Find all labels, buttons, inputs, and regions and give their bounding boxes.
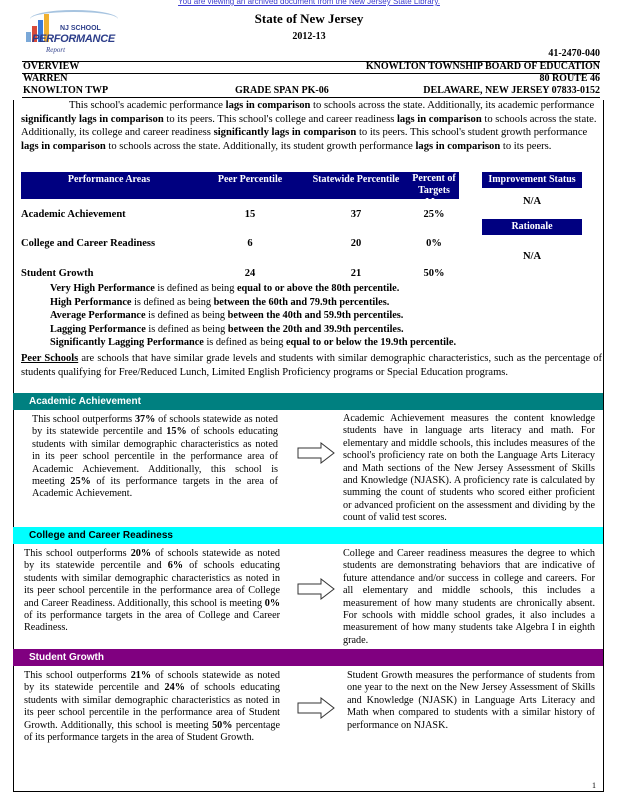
archive-banner[interactable]: You are viewing an archived document from the New Jersey State Library. — [178, 0, 440, 6]
col-peer-percentile: Peer Percentile — [217, 174, 283, 185]
state-title: State of New Jersey — [254, 11, 364, 26]
page-border-bottom — [13, 791, 604, 792]
growth-description: Student Growth measures the performance of students from one year to the next on the New Jersey Assessment of Skills and Knowledge (NJASK) in Language Arts Literacy and Math when compared to students with a similar history of performance on NJASK. — [347, 670, 595, 731]
logo-line-2: PERFORMANCE — [32, 33, 115, 45]
definition-item: Significantly Lagging Performance is defined as being equal to or below the 19.9th percentile. — [50, 337, 457, 348]
section-header-growth: Student Growth — [13, 649, 603, 666]
district-name: KNOWLTON TWP — [23, 85, 109, 96]
row-label-college: College and Career Readiness — [21, 238, 156, 249]
page-number: 1 — [592, 781, 596, 790]
definition-item: Lagging Performance is defined as being between the 20th and 39.9th percentiles. — [50, 323, 404, 335]
header-rule-bottom — [22, 97, 600, 98]
section-header-college: College and Career Readiness — [13, 527, 603, 544]
performance-definitions — [50, 282, 456, 350]
grade-span: GRADE SPAN PK-06 — [235, 85, 329, 96]
peer-schools-note: Peer Schools are schools that have similar grade levels and students with similar demographic characteristics, such as the percentage of students qualifying for Free/Reduced Lunch, Limited English Proficiency programs or Special Education programs. — [21, 353, 602, 378]
county-name: WARREN — [23, 73, 68, 84]
logo-line-3: Report — [46, 46, 66, 54]
row-academic-targets: 25% — [423, 209, 445, 220]
rationale-header: Rationale — [482, 219, 582, 235]
definition-item: Very High Performance is defined as being equal to or above the 80th percentile. — [50, 283, 400, 294]
city-address: DELAWARE, NEW JERSEY 07833-0152 — [423, 85, 600, 96]
row-college-peer: 6 — [247, 238, 253, 249]
improvement-status-value: N/A — [522, 196, 542, 207]
performance-table — [21, 172, 459, 282]
street-address: 80 ROUTE 46 — [539, 73, 600, 84]
school-code: 41-2470-040 — [548, 48, 600, 59]
row-college-targets: 0% — [426, 238, 442, 249]
intro-paragraph: This school's academic performance lags in comparison to schools across the state. Additionally, its academic performance significantly lags in comparison to its peers. This school's college and career readiness lags in comparison to schools across the state. Additionally, its college and career readiness significantly lags in comparison to its peers. This school's student growth performance lags in comparison to schools across the state. Additionally, its student growth performance lags in comparison to its peers. — [21, 100, 597, 152]
section-header-academic: Academic Achievement — [13, 393, 603, 410]
row-college-statewide: 20 — [350, 238, 362, 249]
col-performance-areas: Performance Areas — [67, 174, 151, 185]
arrow-right-icon — [297, 697, 335, 719]
col-targets-met: Percent of Targets Met — [412, 173, 456, 208]
definition-item: Average Performance is defined as being between the 40th and 59.9th percentiles. — [50, 310, 404, 321]
row-label-academic: Academic Achievement — [21, 209, 126, 220]
col-statewide-percentile: Statewide Percentile — [312, 174, 400, 185]
header-rule-mid — [22, 73, 600, 74]
college-description: College and Career readiness measures the degree to which students are demonstrating behaviors that are indicative of future attendance and/or success in college and careers. For all elementary and middle schools, this includes a measurement of how many students are chronically absent. For schools with middle school grades, it also includes a measurement of how many students take Algebra I in eighth grade. — [343, 548, 595, 646]
logo-line-1: NJ SCHOOL — [60, 25, 101, 32]
report-year: 2012-13 — [292, 31, 326, 42]
row-growth-targets: 50% — [423, 268, 445, 279]
college-summary: This school outperforms 20% of schools statewide as noted by its statewide percentile and 6% of schools educating students with similar demographic characteristics as noted in its peer school percentile in the performance area of College and Career Readiness. Additionally, this school is meeting 0% of its performance targets in the area of College and Career Readiness. — [24, 548, 280, 634]
row-label-growth: Student Growth — [21, 268, 94, 279]
board-name: KNOWLTON TOWNSHIP BOARD OF EDUCATION — [365, 61, 600, 72]
table-header — [21, 172, 459, 208]
page-border-right — [603, 100, 604, 792]
page-border-left — [13, 100, 14, 792]
row-academic-statewide: 37 — [350, 209, 362, 220]
overview-label: OVERVIEW — [23, 61, 80, 72]
rationale-value: N/A — [522, 251, 542, 262]
row-growth-statewide: 21 — [350, 268, 362, 279]
row-academic-peer: 15 — [244, 209, 256, 220]
arrow-right-icon — [297, 578, 335, 600]
arrow-right-icon — [297, 442, 335, 464]
definition-item: High Performance is defined as being between the 60th and 79.9th percentiles. — [50, 296, 390, 308]
row-growth-peer: 24 — [244, 268, 256, 279]
academic-description: Academic Achievement measures the content knowledge students have in language arts literacy and math. For elementary and middle schools, this includes measures of the school's proficiency rate on both the Language Arts Literacy and Math sections of the New Jersey Assessment of Skills and Knowledge (NJASK). A proficiency rate is calculated by summing the count of students who scored either proficient or advanced proficient on the assessment and dividing by the count of valid test scores. — [343, 413, 595, 524]
academic-summary: This school outperforms 37% of schools statewide as noted by its statewide percentile and 15% of schools educating students with similar demographic characteristics as noted in its peer school percentile in the performance area of Academic Achievement. Additionally, this school is meeting 25% of its performance targets in the area of Academic Achievement. — [32, 414, 279, 500]
growth-summary: This school outperforms 21% of schools statewide as noted by its statewide percentile and 24% of schools educating students with similar demographic characteristics as noted in its peer school percentile in the performance area of Student Growth. Additionally, this school is meeting 50% percentage of its performance targets in the area of Student Growth. — [24, 670, 281, 744]
improvement-status-header: Improvement Status — [482, 172, 582, 188]
